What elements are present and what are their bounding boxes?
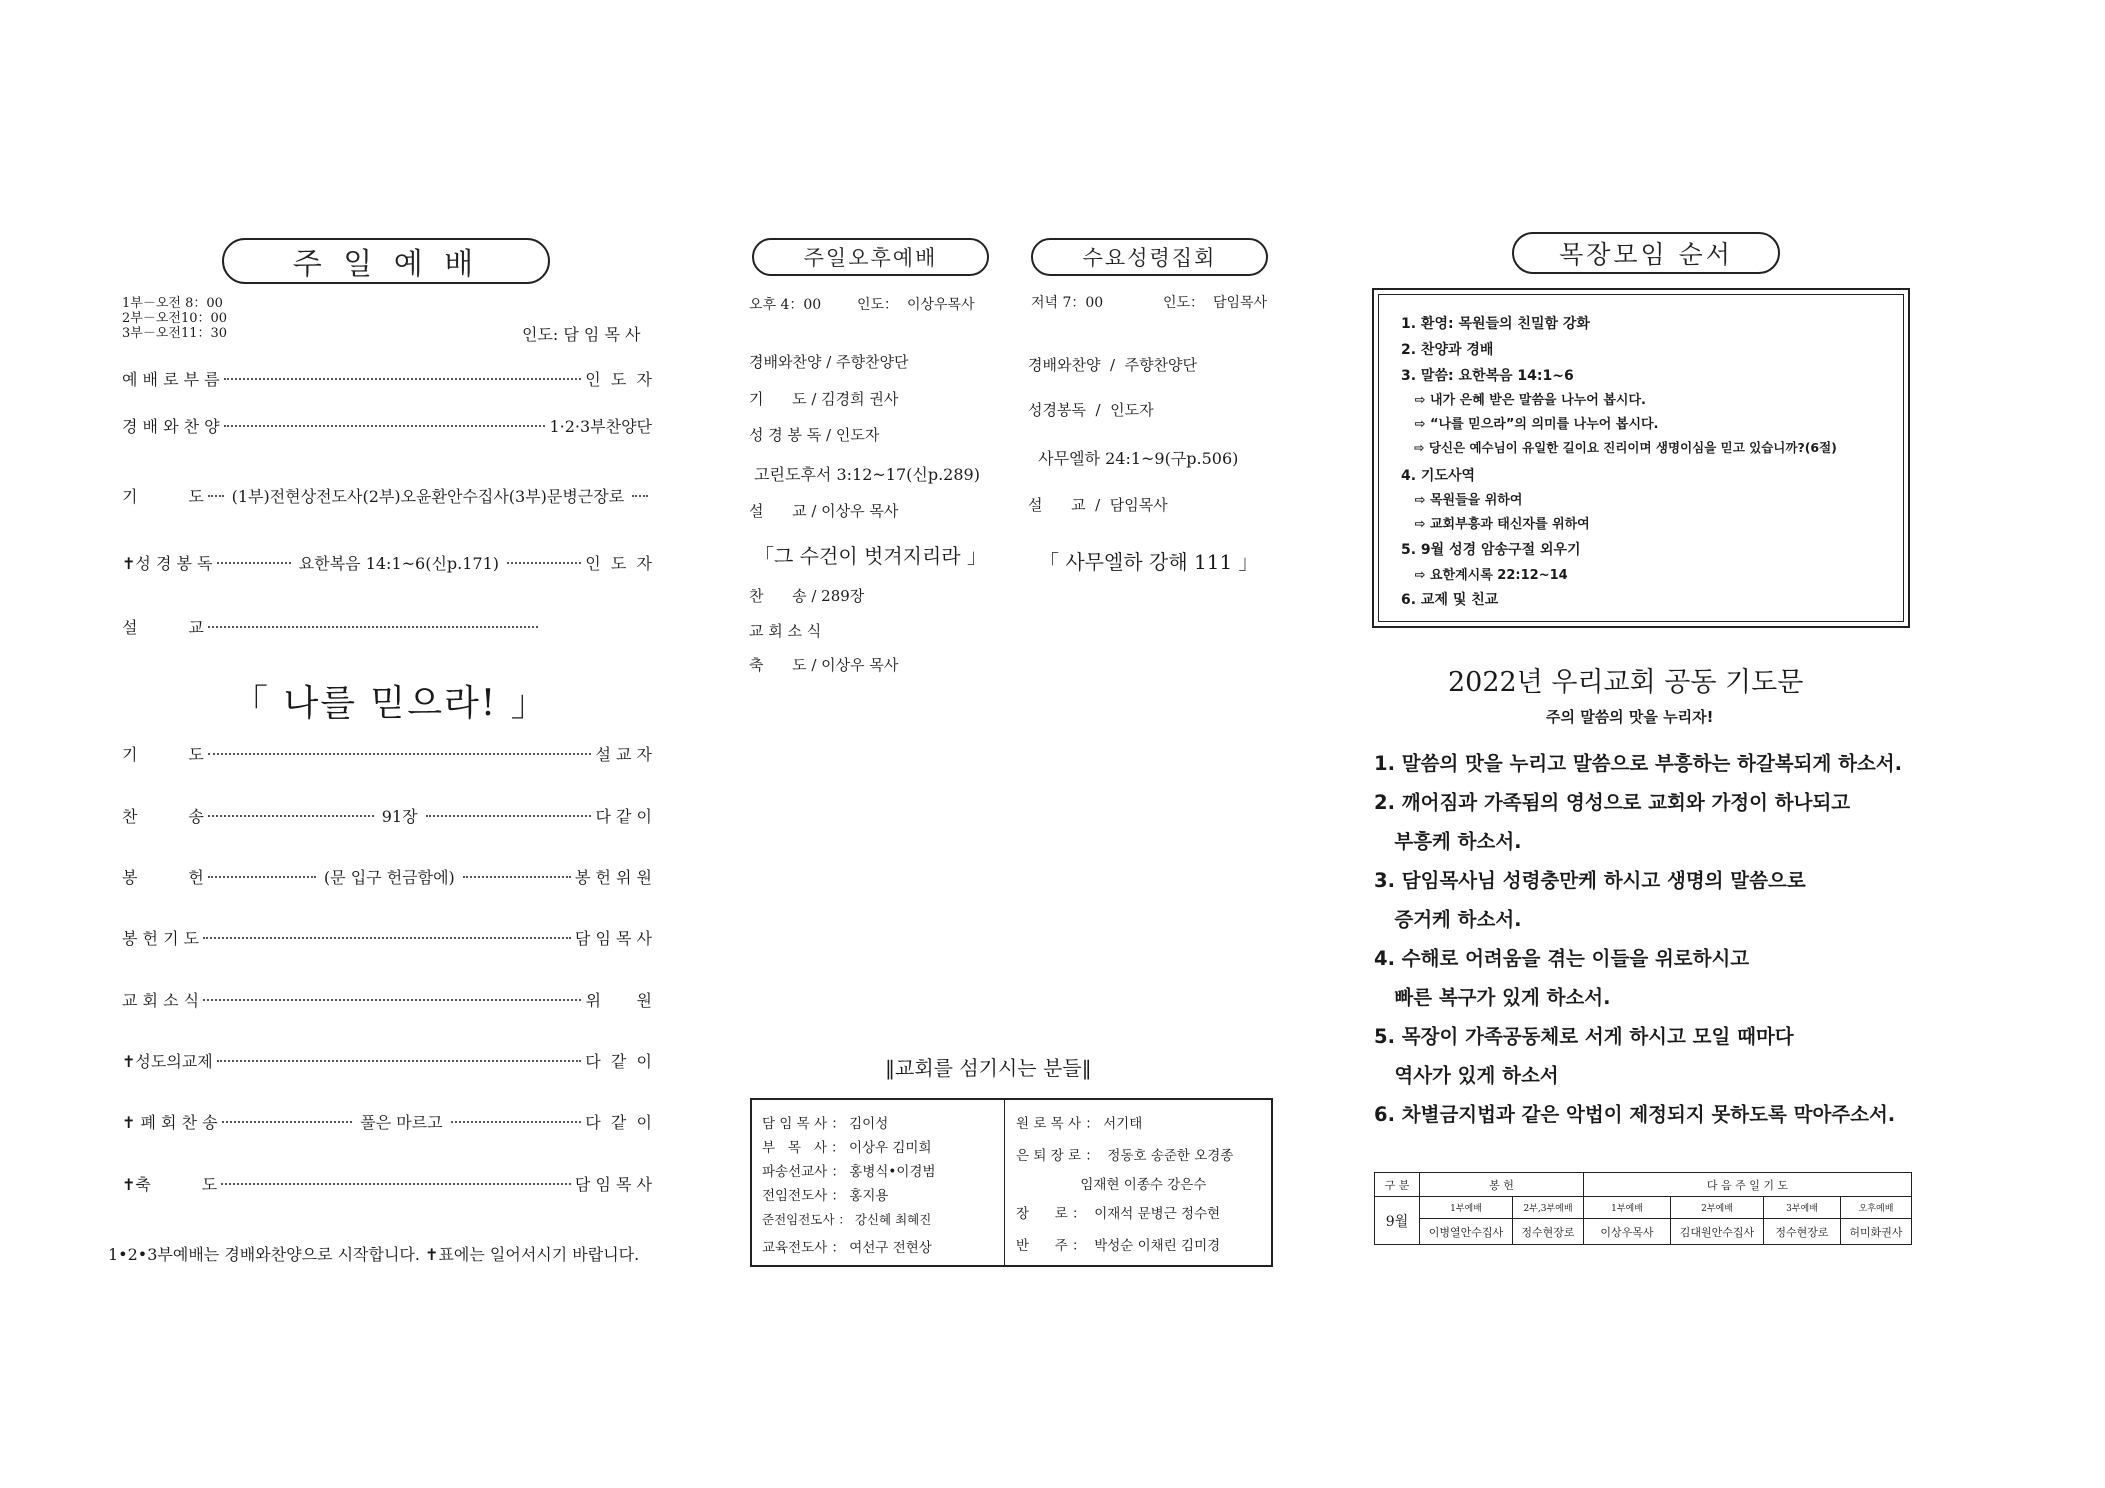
leader-dots [203, 937, 571, 939]
afternoon-item: 찬 송 / 289장 [749, 587, 865, 605]
duty-value: 이병열안수집사 [1420, 1219, 1513, 1245]
prayer-subtitle: 주의 말씀의 맛을 누리자! [1546, 708, 1714, 726]
worship-order-label: ✝축 도 [122, 1174, 218, 1194]
leader-dots [221, 1183, 571, 1185]
staff-divider [1004, 1100, 1005, 1265]
staff-left-line: 전임전도사 ： 홍지용 [762, 1188, 889, 1204]
cell-order-item: ⇨ 교회부흥과 태신자를 위하여 [1401, 517, 1590, 532]
prayer-line: 4. 수해로 어려움을 겪는 이들을 위로하시고 [1374, 947, 1750, 970]
duty-sub-header: 1부예배 [1420, 1197, 1513, 1219]
worship-order-row [122, 483, 652, 507]
prayer-line: 1. 말씀의 맛을 누리고 말씀으로 부흥하는 하갈복되게 하소서. [1374, 752, 1902, 775]
worship-order-row [122, 550, 652, 574]
cell-order-item: ⇨ 목원들을 위하여 [1401, 493, 1523, 508]
duty-sub-header: 3부예배 [1764, 1197, 1841, 1219]
duty-header-gubun: 구 분 [1375, 1173, 1420, 1197]
worship-order-row [122, 803, 652, 827]
worship-order-label: 경 배 와 찬 양 [122, 416, 220, 436]
duty-header-next-prayer: 다 음 주 일 기 도 [1584, 1173, 1912, 1197]
duty-value: 정수현장로 [1513, 1219, 1584, 1245]
staff-right-line: 은 퇴 장 로 ： 정동호 송준한 오경종 [1016, 1148, 1234, 1164]
duty-table [1374, 1172, 1912, 1245]
afternoon-item: 성 경 봉 독 / 인도자 [749, 426, 880, 444]
staff-left-line: 부 목 사 ： 이상우 김미희 [762, 1140, 932, 1156]
service-time-3: 3부－오전11：30 [122, 326, 228, 341]
prayer-line: 6. 차별금지법과 같은 악법이 제정되지 못하도록 막아주소서. [1374, 1103, 1896, 1126]
cell-meeting-title: 목장모임 순서 [1512, 232, 1780, 274]
cell-order-item: ⇨ 당신은 예수님이 유일한 길이요 진리이며 생명이심을 믿고 있습니까?(6절) [1401, 440, 1837, 455]
cell-order-item: 2. 찬양과 경배 [1401, 342, 1494, 358]
worship-order-person: 1·2·3부찬양단 [549, 416, 652, 436]
leader-dots [203, 999, 581, 1001]
leader-dots [208, 876, 316, 878]
wednesday-item: 사무엘하 24:1~9(구p.506) [1028, 449, 1239, 468]
worship-order-label: ✝성 경 봉 독 [122, 553, 213, 573]
staff-left-line: 담 임 목 사 ： 김이성 [762, 1116, 889, 1132]
worship-order-row [122, 614, 542, 638]
afternoon-item: 축 도 / 이상우 목사 [749, 656, 899, 674]
leader-label: 인도: 담 임 목 사 [522, 325, 641, 344]
worship-order-person: 인 도 자 [585, 369, 652, 389]
worship-order-row [122, 366, 652, 390]
duty-value: 정수현장로 [1764, 1219, 1841, 1245]
worship-order-person: 담 임 목 사 [574, 928, 652, 948]
wednesday-time: 저녁 7：00 [1031, 295, 1104, 311]
cell-order-inner [1378, 294, 1904, 622]
worship-order-label: 기 도 [122, 744, 204, 764]
cell-order-item: 3. 말씀: 요한복음 14:1~6 [1401, 368, 1574, 384]
leader-dots [217, 1060, 582, 1062]
staff-left-line: 준전임전도사 ： 강신혜 최혜진 [762, 1212, 932, 1227]
cell-order-item: ⇨ 요한계시록 22:12~14 [1401, 568, 1568, 583]
worship-order-person: 봉 헌 위 원 [574, 867, 653, 887]
worship-order-detail: 91장 [381, 806, 418, 826]
worship-order-person: 인 도 자 [585, 553, 653, 573]
duty-sub-header: 2부,3부예배 [1513, 1197, 1584, 1219]
service-time-1: 1부－오전 8：00 [122, 296, 223, 311]
prayer-line: 5. 목장이 가족공동체로 서게 하시고 모일 때마다 [1374, 1025, 1794, 1048]
afternoon-item: 교 회 소 식 [749, 622, 822, 640]
duty-header-offering: 봉 헌 [1420, 1173, 1584, 1197]
cell-order-item: 6. 교제 및 친교 [1401, 592, 1499, 608]
leader-dots [426, 815, 592, 817]
duty-month: 9월 [1375, 1197, 1420, 1245]
worship-order-label: 교 회 소 식 [122, 990, 200, 1010]
wednesday-item: 경배와찬양 / 주향찬양단 [1028, 356, 1198, 374]
afternoon-sermon-title: 「그 수건이 벗겨지리라 」 [754, 544, 987, 568]
staff-left-line: 교육전도사 ： 여선구 전현상 [762, 1240, 932, 1256]
leader-dots [222, 1121, 353, 1123]
leader-dots [224, 425, 546, 427]
wednesday-service-title: 수요성령집회 [1031, 238, 1268, 276]
afternoon-item: 고린도후서 3:12~17(신p.289) [749, 465, 980, 484]
worship-order-label: 설 교 [122, 617, 204, 637]
prayer-line: 3. 담임목사님 성령충만케 하시고 생명의 말씀으로 [1374, 869, 1806, 892]
leader-dots [217, 562, 291, 564]
afternoon-item: 기 도 / 김경희 권사 [749, 390, 899, 408]
leader-dots [208, 753, 592, 755]
staff-box [750, 1098, 1273, 1267]
staff-right-line: 원 로 목 사 ： 서기태 [1016, 1116, 1143, 1132]
leader-dots [632, 495, 648, 497]
worship-order-row [122, 1171, 652, 1195]
prayer-line: 빠른 복구가 있게 하소서. [1374, 986, 1611, 1009]
duty-sub-header: 1부예배 [1584, 1197, 1671, 1219]
worship-order-label: 봉 헌 기 도 [122, 928, 200, 948]
worship-order-label: 기 도 [122, 486, 204, 506]
prayer-line: 증거케 하소서. [1374, 908, 1522, 931]
cell-order-item: 5. 9월 성경 암송구절 외우기 [1401, 542, 1581, 558]
leader-dots [208, 495, 224, 497]
duty-sub-header: 오후예배 [1841, 1197, 1912, 1219]
worship-order-person: 담 임 목 사 [574, 1174, 652, 1194]
worship-order-detail: (문 입구 헌금함에) [323, 867, 455, 887]
cell-order-item: 1. 환영: 목원들의 친밀함 강화 [1401, 316, 1590, 332]
worship-order-row [122, 1048, 652, 1072]
duty-value: 허미화권사 [1841, 1219, 1912, 1245]
worship-order-person: 설 교 자 [595, 744, 652, 764]
afternoon-service-title: 주일오후예배 [752, 238, 989, 276]
prayer-line: 부흥케 하소서. [1374, 830, 1522, 853]
staff-left-line: 파송선교사 ： 홍병식•이경범 [762, 1164, 936, 1180]
leader-dots [507, 562, 581, 564]
afternoon-item: 설 교 / 이상우 목사 [749, 502, 899, 520]
worship-order-person: 다 같 이 [595, 806, 652, 826]
leader-dots [451, 1121, 582, 1123]
prayer-line: 2. 깨어짐과 가족됨의 영성으로 교회와 가정이 하나되고 [1374, 791, 1851, 814]
duty-value: 김대원안수집사 [1671, 1219, 1764, 1245]
main-service-title: 주 일 예 배 [222, 238, 550, 284]
worship-order-detail: 요한복음 14:1~6(신p.171) [298, 553, 500, 573]
staff-right-line: 장 로 ： 이재석 문병근 정수현 [1016, 1206, 1221, 1222]
afternoon-time: 오후 4：00 [749, 297, 822, 313]
worship-order-row [122, 413, 652, 437]
staff-title: ‖교회를 섬기시는 분들‖ [885, 1056, 1092, 1080]
worship-order-row [122, 864, 652, 888]
worship-order-label: 봉 헌 [122, 867, 204, 887]
prayer-line: 역사가 있게 하소서 [1374, 1064, 1559, 1087]
afternoon-item: 경배와찬양 / 주향찬양단 [749, 353, 909, 371]
prayer-title: 2022년 우리교회 공동 기도문 [1448, 667, 1804, 698]
service-time-2: 2부－오전10：00 [122, 311, 228, 326]
worship-order-label: 찬 송 [122, 806, 204, 826]
worship-order-label: 예 배 로 부 름 [122, 369, 220, 389]
worship-order-row [122, 1109, 652, 1133]
worship-order-label: ✝성도의교제 [122, 1051, 213, 1071]
service-note: 1•2•3부예배는 경배와찬양으로 시작합니다. ✝표에는 일어서시기 바랍니다. [108, 1245, 640, 1264]
wednesday-item: 성경봉독 / 인도자 [1028, 401, 1154, 419]
worship-order-person: 다 같 이 [585, 1112, 653, 1132]
worship-order-label: ✝ 폐 회 찬 송 [122, 1112, 218, 1132]
worship-order-row [122, 741, 652, 765]
worship-order-person: 위 원 [585, 990, 652, 1010]
worship-order-person: 다 같 이 [585, 1051, 652, 1071]
duty-sub-header: 2부예배 [1671, 1197, 1764, 1219]
afternoon-leader: 인도： 이상우목사 [857, 297, 975, 313]
worship-order-detail: (1부)전현상전도사(2부)오윤환안수집사(3부)문병근장로 [231, 486, 625, 506]
leader-dots [208, 626, 538, 628]
worship-order-detail: 풀은 마르고 [360, 1112, 443, 1132]
leader-dots [224, 378, 582, 380]
cell-order-item: ⇨ 내가 은혜 받은 말씀을 나누어 봅시다. [1401, 393, 1646, 408]
leader-dots [208, 815, 374, 817]
leader-dots [463, 876, 571, 878]
staff-right-line: 반 주 ： 박성순 이채린 김미경 [1016, 1238, 1221, 1254]
staff-right-line: 임재현 이종수 강은수 [1016, 1177, 1207, 1193]
worship-order-row [122, 925, 652, 949]
sermon-title: 「 나를 믿으라! 」 [232, 683, 549, 724]
worship-order-row [122, 987, 652, 1011]
cell-order-box [1372, 288, 1910, 628]
cell-order-item: 4. 기도사역 [1401, 468, 1476, 484]
wednesday-sermon-title: 「 사무엘하 강해 111 」 [1039, 550, 1259, 574]
wednesday-leader: 인도： 담임목사 [1163, 295, 1268, 311]
cell-order-item: ⇨ “나를 믿으라”의 의미를 나누어 봅시다. [1401, 417, 1659, 432]
wednesday-item: 설 교 / 담임목사 [1028, 496, 1168, 514]
duty-value: 이상우목사 [1584, 1219, 1671, 1245]
service-times [122, 296, 227, 341]
